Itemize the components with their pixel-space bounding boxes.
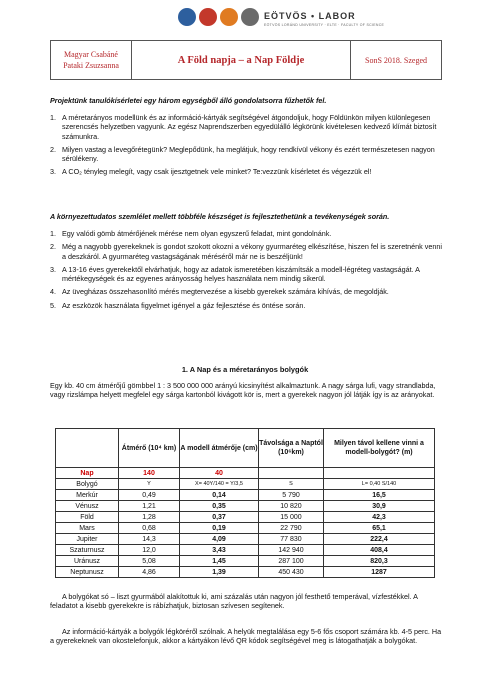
planets-table: [55, 428, 435, 578]
list-item: 1. A méretarányos modellünk és az információ-kártyák segítségével átgondoljuk, hogy Földünkön milyen különlegesen szerencsés helyzetben vagyunk. Az egész Naprendszerben egyedülálló légkörünk kivételesen kedvező klímát biztosít számunkra.: [50, 113, 437, 141]
list-2: [50, 229, 442, 314]
paragraph-3: Az információ-kártyák a bolygók légköréről szólnak. A helyük megtalálása egy 5-6 fős csoport számára kb. 4-5 perc. Ha a gyerekeknek van okostelefonjuk, akkor a kártyákon lévő QR kódok segítségével meg is látogathatják a bolygókat.: [50, 627, 442, 646]
author-1: Magyar Csabáné: [64, 50, 118, 59]
list-item: 1. Egy valódi gömb átmérőjének mérése nem olyan egyszerű feladat, mint gondolnánk.: [50, 229, 332, 238]
header-table: [50, 40, 442, 80]
col-header: Milyen távol kellene vinni a modell-bolygót? (m): [324, 429, 435, 468]
table-row: Szaturnusz 12,0 3,43 142 940 408,4: [56, 545, 435, 556]
logo-icons: [178, 8, 262, 26]
col-header: [56, 429, 119, 468]
author-2: Pataki Zsuzsanna: [63, 61, 119, 70]
intro-heading: Projektünk tanulókísérletei egy három egységből álló gondolatsorra fűzhetők fel.: [50, 96, 327, 105]
section-title: 1. A Nap és a méretarányos bolygók: [181, 365, 309, 374]
table-row: Mars 0,68 0,19 22 790 65,1: [56, 523, 435, 534]
logo-subtitle: EÖTVÖS LORÁND UNIVERSITY · ELTE · FACULTY OF SCIENCE: [264, 23, 385, 27]
paragraph-2: A bolygókat só – liszt gyurmából alakítottuk ki, ami százalás után nagyon jól festhető temperával, vízfestékkel. A feladatot a kisebb gyerekekre is rábízhatjuk, biztosan szívesen segítenek.: [50, 592, 418, 611]
col-header: Átmérő (10⁴ km): [119, 429, 180, 468]
paragraph-1: Egy kb. 40 cm átmérőjű gömbbel 1 : 3 500 000 000 arányú kicsinyítést alkalmaztunk. A nagy sárga lufi, vagy strandlabda, vagy rizslámpa helyett megfelel egy sárga kartonból kivágott kör is, mert a gyerekek nagyon jól látják így is az arányokat.: [50, 381, 436, 400]
col-header: A modell átmérője (cm): [180, 429, 259, 468]
table-row: Uránusz 5,08 1,45 287 100 820,3: [56, 556, 435, 567]
list-item: 2. Milyen vastag a levegőrétegünk? Meglepődünk, ha meglátjuk, hogy rendkívül vékony és ezért természetesen nagyon sérülékeny.: [50, 144, 435, 164]
list-item: 4. Az üvegházas összehasonlító mérés megtervezése a kisebb gyerekek számára kihívás, de megoldják.: [50, 287, 389, 297]
table-row: Föld 1,28 0,37 15 000 42,3: [56, 512, 435, 523]
intro-heading-2: A környezettudatos szemlélet mellett többféle készséget is fejlesztethetünk a tevékenységek során.: [50, 212, 390, 221]
earth-icon: [241, 8, 259, 26]
table-header-row: [56, 429, 435, 468]
table-row: Vénusz 1,21 0,35 10 820 30,9: [56, 501, 435, 512]
logo-name: EÖTVÖS • LABOR: [264, 11, 356, 21]
list-item: 3. A 13-16 éves gyerekektől elvárhatjuk, hogy az adatok ismeretében kiszámítsák a modell-légréteg vastagságát. A mértékegységek és az egyenes arányosság helyes használata nem mindig sikerül.: [50, 264, 420, 284]
list-item: 5. Az eszközök használata figyelmet igényel a gáz fejlesztése és öntése során.: [50, 300, 306, 310]
authors: [51, 41, 132, 79]
table-row: Merkúr 0,49 0,14 5 790 16,5: [56, 490, 435, 501]
list-item: 3. A CO₂ tényleg melegít, vagy csak ijesztgetnek vele minket? Te:vezzünk kísérletet és végezzük el!: [50, 167, 372, 177]
biology-icon: [220, 8, 238, 26]
table-row: Neptunusz 4,86 1,39 450 430 1287: [56, 567, 435, 578]
table-row-sun: Nap 140 40: [56, 468, 435, 479]
table-row: Jupiter 14,3 4,09 77 830 222,4: [56, 534, 435, 545]
physics-icon: [178, 8, 196, 26]
document-title: A Föld napja – a Nap Földje: [132, 41, 351, 79]
table-row-formula: Bolygó Y X= 40Y/140 = Y/3,5 S L= 0,40 S/140: [56, 479, 435, 490]
event-label: SonS 2018. Szeged: [365, 55, 427, 65]
list-1: [50, 113, 442, 181]
list-item: 2. Még a nagyobb gyerekeknek is gondot szokott okozni a vékony gyurmaréteg elkészítése, hiszen fel is szeretnénk venni a deszkáról. A gyurmaréteg vastagságának méréséről már ne is beszéljünk!: [50, 242, 442, 261]
chemistry-icon: [199, 8, 217, 26]
col-header: Távolsága a Naptól (10⁶km): [259, 429, 324, 468]
logo: [178, 4, 478, 34]
